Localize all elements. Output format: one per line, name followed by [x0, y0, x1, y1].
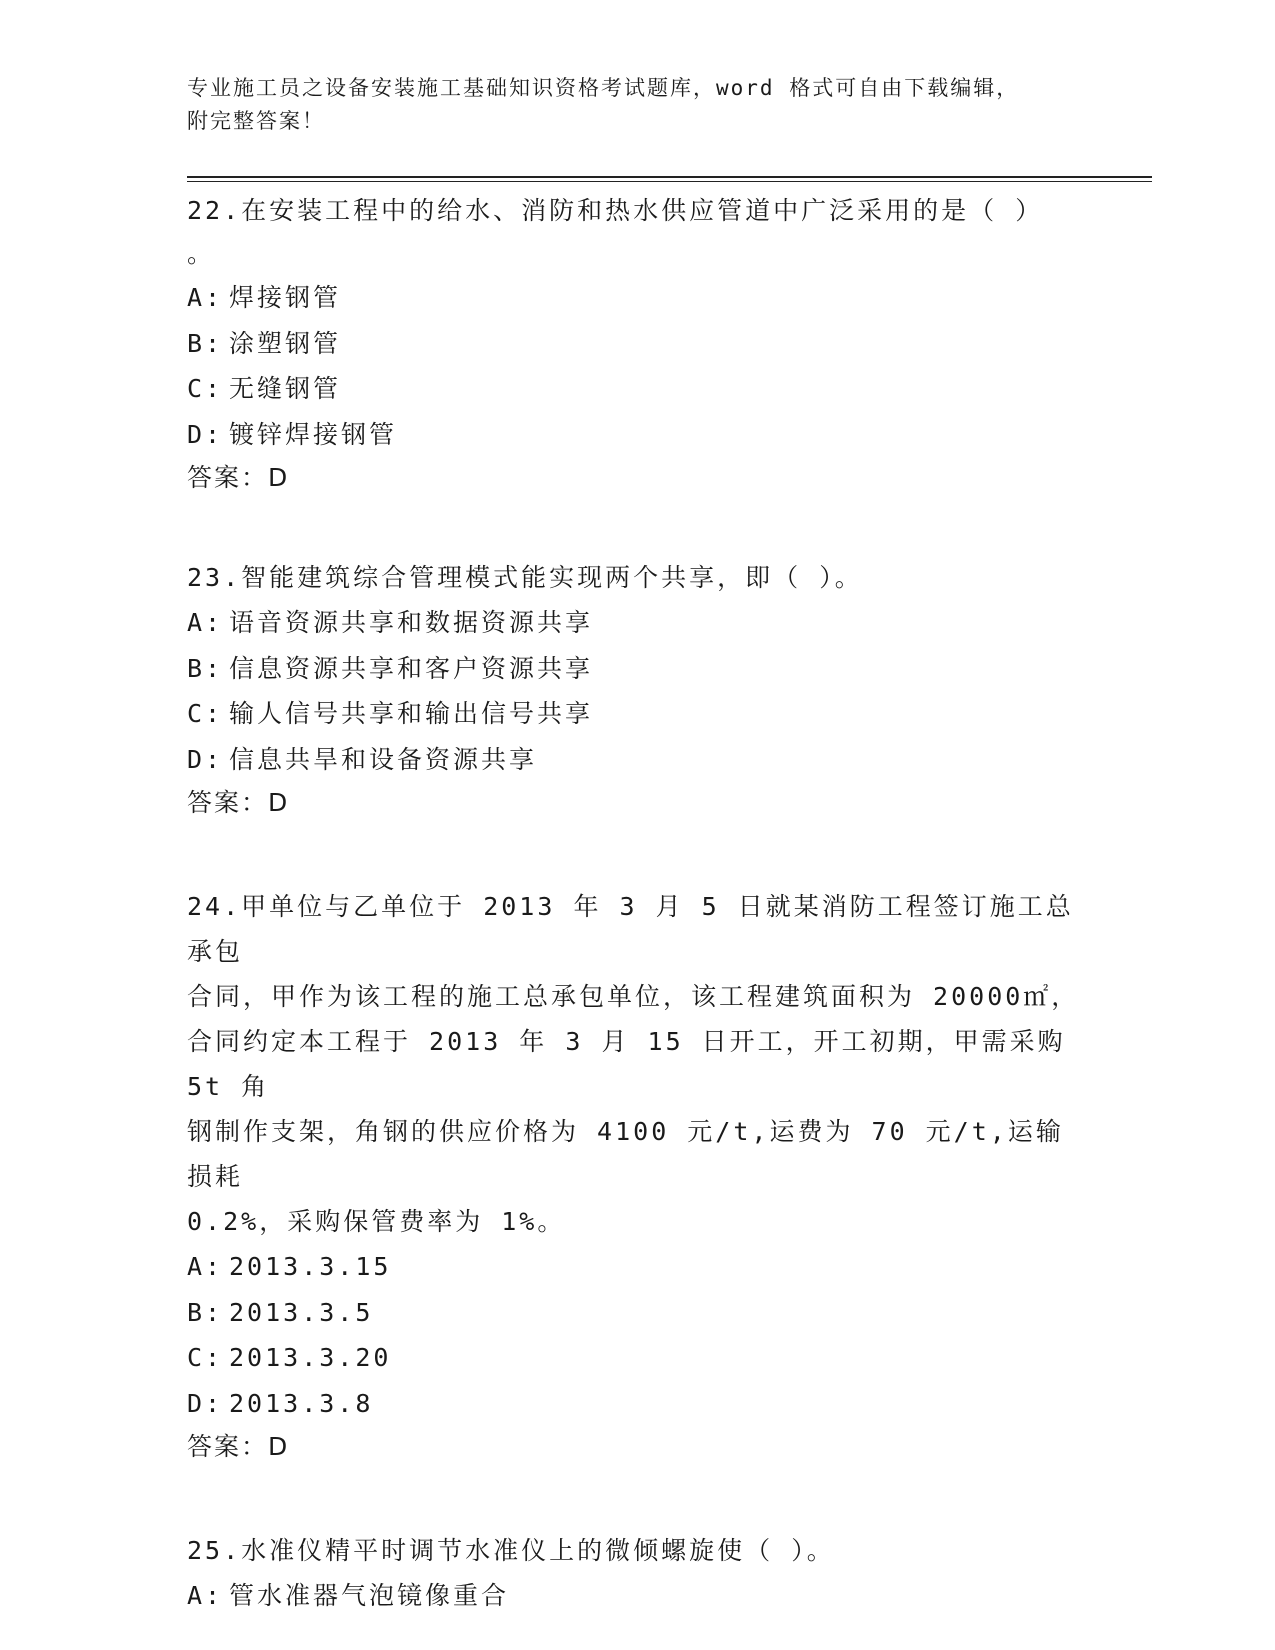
question-stem: 22.在安装工程中的给水、消防和热水供应管道中广泛采用的是（ ） — [187, 196, 1044, 225]
option-d — [187, 412, 1087, 458]
question-stem-line: 钢制作支架，角钢的供应价格为 4100 元/t,运费为 70 元/t,运输损耗 — [187, 1117, 1064, 1191]
option-letter: A: — [187, 1581, 224, 1610]
question-23 — [187, 555, 1087, 824]
option-d — [187, 1381, 1087, 1427]
question-25 — [187, 1528, 1087, 1619]
header-line-2: 附完整答案！ — [187, 109, 325, 133]
header-rule-thin — [187, 181, 1152, 182]
question-22 — [187, 188, 1087, 499]
option-letter: C: — [187, 699, 224, 728]
option-text: 语音资源共享和数据资源共享 — [229, 608, 594, 637]
option-b — [187, 1290, 1087, 1336]
header-rule-thick — [187, 176, 1152, 178]
option-letter: C: — [187, 1343, 224, 1372]
answer-line: 答案：D — [187, 1432, 290, 1461]
question-stem: 23.智能建筑综合管理模式能实现两个共享，即（ ）。 — [187, 563, 863, 592]
option-letter: D: — [187, 744, 224, 774]
option-d — [187, 737, 1087, 783]
question-stem-line: 24.甲单位与乙单位于 2013 年 3 月 5 日就某消防工程签订施工总承包 — [187, 892, 1074, 966]
answer-line: 答案：D — [187, 463, 290, 492]
question-24 — [187, 884, 1087, 1468]
option-letter: A: — [187, 1252, 224, 1281]
option-a — [187, 600, 1087, 646]
option-text: 焊接钢管 — [229, 283, 342, 312]
option-c — [187, 366, 1087, 412]
option-text: 无缝钢管 — [229, 374, 342, 403]
option-letter: C: — [187, 374, 224, 403]
option-letter: B: — [187, 328, 224, 358]
option-text: 输人信号共享和输出信号共享 — [229, 699, 594, 728]
option-c — [187, 1335, 1087, 1381]
answer-line: 答案：D — [187, 788, 290, 817]
question-stem-line: 合同约定本工程于 2013 年 3 月 15 日开工，开工初期，甲需采购 5t 角 — [187, 1027, 1066, 1101]
question-list — [187, 188, 1087, 1619]
option-a — [187, 275, 1087, 321]
option-b — [187, 321, 1087, 367]
option-b — [187, 646, 1087, 692]
option-a — [187, 1244, 1087, 1290]
option-text: 2013.3.15 — [229, 1252, 392, 1281]
option-letter: A: — [187, 283, 224, 312]
option-c — [187, 691, 1087, 737]
question-stem: 25.水准仪精平时调节水准仪上的微倾螺旋使（ ）。 — [187, 1536, 835, 1565]
question-stem-line: 0.2%，采购保管费率为 1%。 — [187, 1207, 566, 1236]
question-stem-tail: 。 — [187, 239, 216, 268]
option-text: 信息资源共享和客户资源共享 — [229, 653, 594, 683]
option-text: 管水准器气泡镜像重合 — [229, 1581, 510, 1610]
document-header — [187, 72, 1087, 138]
question-stem-line: 合同，甲作为该工程的施工总承包单位，该工程建筑面积为 20000㎡， — [187, 982, 1080, 1011]
option-text: 涂塑钢管 — [229, 328, 342, 358]
option-text: 镀锌焊接钢管 — [229, 419, 398, 449]
option-letter: B: — [187, 1297, 224, 1327]
option-text: 2013.3.5 — [229, 1297, 374, 1327]
option-a — [187, 1573, 1087, 1619]
option-text: 2013.3.20 — [229, 1343, 392, 1372]
option-letter: D: — [187, 419, 224, 449]
option-text: 2013.3.8 — [229, 1388, 374, 1418]
option-text: 信息共旱和设备资源共享 — [229, 744, 538, 774]
option-letter: D: — [187, 1388, 224, 1418]
header-line-1: 专业施工员之设备安装施工基础知识资格考试题库，word 格式可自由下载编辑， — [187, 76, 1020, 100]
option-letter: A: — [187, 608, 224, 637]
option-letter: B: — [187, 653, 224, 683]
